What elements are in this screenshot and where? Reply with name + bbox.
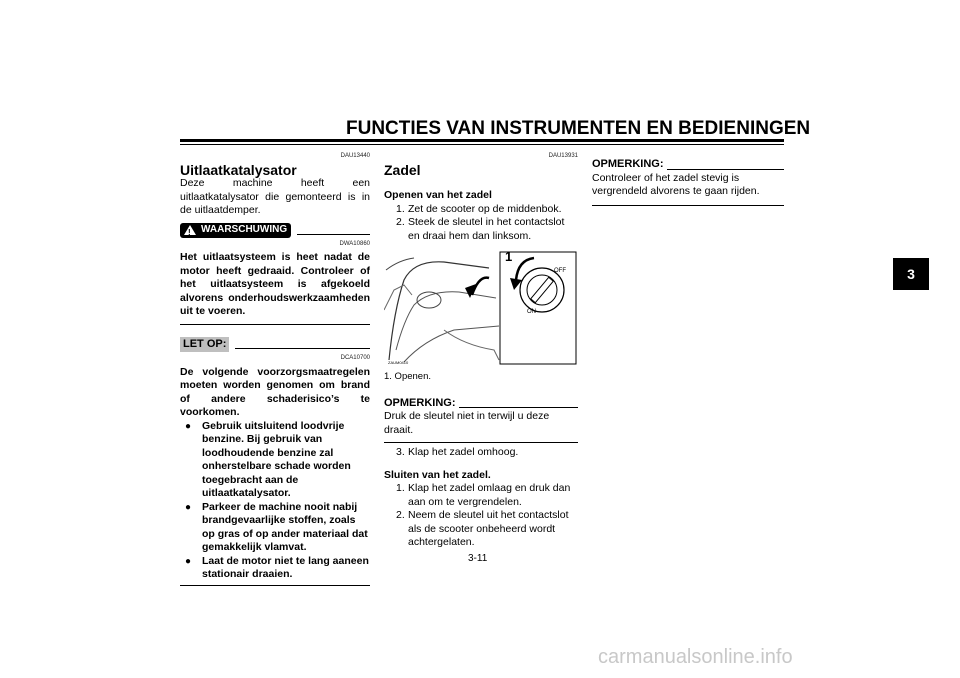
note-text: Druk de sleutel niet in terwijl u deze draait. — [384, 410, 550, 436]
list-item: 1. Klap het zadel omlaag en druk dan aan om te vergrendelen. — [396, 482, 571, 508]
section-heading: Zadel — [384, 161, 421, 178]
page-number: 3-11 — [468, 553, 488, 564]
chapter-tab: 3 — [893, 258, 929, 290]
watermark: carmanualsonline.info — [598, 646, 793, 668]
section-intro: Deze machine heeft een uitlaatkatalysator die gemonteerd is in de uitlaatdemper. — [180, 177, 370, 216]
warning-badge — [180, 223, 291, 238]
list-item: 1. Zet de scooter op de middenbok. — [396, 202, 562, 215]
figure-callout: 1 — [505, 249, 513, 264]
svg-text:ON: ON — [527, 309, 536, 315]
note-label: OPMERKING: — [384, 396, 456, 409]
warning-header — [180, 223, 370, 238]
seat-lock-figure — [384, 250, 578, 368]
section-code: DAU13931 — [548, 153, 578, 159]
subheading-open: Openen van het zadel — [384, 189, 492, 201]
section-code: DAU13440 — [340, 153, 370, 159]
list-item: 3. Klap het zadel omhoog. — [396, 446, 519, 458]
note-label: OPMERKING: — [592, 158, 664, 170]
caution-code: DCA10700 — [340, 355, 370, 361]
list-item: 2. Neem de sleutel uit het contactslot als de scooter onbeheerd wordt achtergelaten. — [396, 509, 569, 548]
note-end-rule — [384, 442, 578, 443]
caution-header — [180, 337, 370, 353]
note-end-rule — [592, 205, 784, 206]
header-rule — [180, 139, 784, 142]
svg-text:OFF: OFF — [554, 268, 566, 274]
section-heading: Uitlaatkatalysator — [180, 161, 297, 178]
note-header — [592, 158, 784, 172]
list-item: ● Gebruik uitsluitend loodvrije benzine. Bij gebruik van loodhoudende benzine zal onherstelbare schade worden toegebracht aan de uitlaatkatalysator. — [180, 420, 370, 501]
warning-label: WAARSCHUWING — [201, 224, 288, 236]
list-item: ● Laat de motor niet te lang aaneen stationair draaien. — [180, 555, 370, 582]
subheading-close: Sluiten van het zadel. — [384, 468, 491, 481]
figure-caption: 1. Openen. — [384, 371, 432, 382]
page-title: FUNCTIES VAN INSTRUMENTEN EN BEDIENINGEN — [346, 118, 811, 139]
warning-code: DWA10860 — [339, 240, 370, 247]
warning-end-rule — [180, 324, 370, 325]
list-item: ● Parkeer de machine nooit nabij brandgevaarlijke stoffen, zoals op gras of op ander materiaal dat gemakkelijk vlamvat. — [180, 501, 370, 555]
warning-text: Het uitlaatsysteem is heet nadat de motor heeft gedraaid. Controleer of het uitlaatsysteem is afgekoeld alvorens onderhoudswerkzaamheden uit te voeren. — [180, 251, 370, 317]
step3-list — [384, 446, 578, 460]
column-1 — [180, 150, 370, 586]
warning-rule — [297, 234, 370, 235]
note-text: Controleer of het zadel stevig is vergrendeld alvorens te gaan rijden. — [592, 171, 760, 197]
caution-intro: De volgende voorzorgsmaatregelen moeten worden genomen om brand of andere schaderisico’s te voorkomen. — [180, 365, 370, 418]
note-header — [384, 397, 578, 411]
open-steps — [384, 203, 578, 244]
header-rule-thin — [180, 144, 784, 145]
caution-badge: LET OP: — [180, 337, 229, 353]
column-3 — [592, 158, 784, 206]
close-steps — [384, 482, 578, 550]
seat-illustration — [384, 250, 578, 368]
figure-code: ZAUM0410 — [388, 360, 409, 365]
list-item: 2. Steek de sleutel in het contactslot en draai hem dan linksom. — [396, 216, 565, 242]
warning-triangle-icon: ! — [184, 225, 196, 235]
caution-list — [180, 420, 370, 582]
caution-rule — [235, 348, 370, 349]
column-2 — [384, 150, 578, 550]
caution-end-rule — [180, 585, 370, 586]
